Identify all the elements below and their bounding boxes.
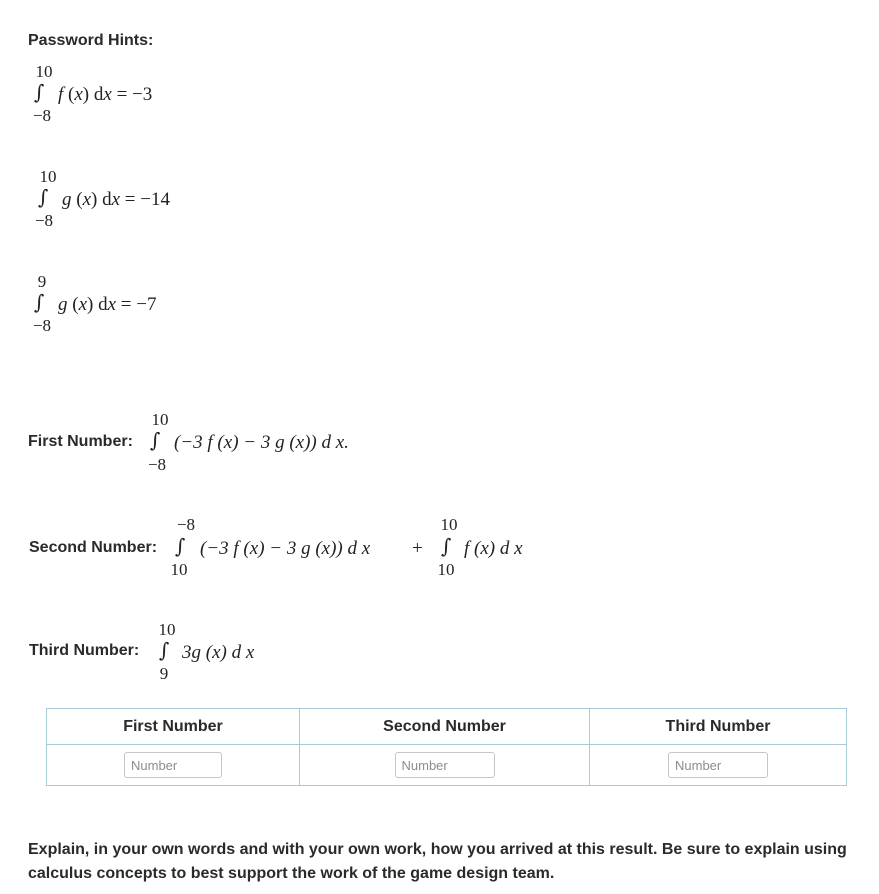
integral-sign-icon: ∫ [441, 534, 452, 558]
second-number-term2-integrand: f (x) d x [464, 538, 523, 559]
plus-sign: + [412, 538, 423, 559]
hint-1-integrand: f (x) dx = −3 [58, 84, 153, 105]
integral-sign-icon: ∫ [175, 534, 186, 558]
second-number-term1-lower-limit: 10 [170, 560, 188, 579]
first-number-header: First Number [47, 709, 300, 745]
hint-2-upper-limit: 10 [39, 167, 57, 186]
hint-2-integrand: g (x) dx = −14 [62, 189, 170, 210]
answer-table-header-row [47, 709, 847, 745]
first-number-upper-limit: 10 [151, 410, 169, 429]
third-number-lower-limit: 9 [159, 664, 169, 683]
first-number-lower-limit: −8 [147, 455, 167, 474]
first-number-label: First Number: [28, 433, 133, 450]
third-number-cell [590, 745, 847, 786]
second-number-term2-upper-limit: 10 [440, 515, 458, 534]
hint-1-upper-limit: 10 [35, 62, 53, 81]
integral-sign-icon: ∫ [38, 185, 49, 209]
explain-prompt: Explain, in your own words and with your own work, how you arrived at this result. Be sure to explain using calculus concepts to best support the work of the game design team. [28, 841, 847, 882]
third-number-upper-limit: 10 [158, 620, 176, 639]
hint-1-lower-limit: −8 [32, 106, 52, 125]
second-number-header: Second Number [300, 709, 590, 745]
first-number-input[interactable] [124, 752, 222, 778]
integral-sign-icon: ∫ [34, 290, 45, 314]
second-number-label: Second Number: [29, 539, 158, 556]
answer-table [46, 708, 847, 786]
first-number-integrand: (−3 f (x) − 3 g (x)) d x. [174, 432, 349, 453]
third-number-input[interactable] [668, 752, 768, 778]
hint-2-lower-limit: −8 [34, 211, 54, 230]
hint-3-integrand: g (x) dx = −7 [58, 294, 157, 315]
third-number-integrand: 3g (x) d x [182, 642, 255, 663]
second-number-cell [300, 745, 590, 786]
second-number-term2-lower-limit: 10 [437, 560, 455, 579]
first-number-cell [47, 745, 300, 786]
third-number-header: Third Number [590, 709, 847, 745]
hint-3-lower-limit: −8 [32, 316, 52, 335]
integral-sign-icon: ∫ [150, 428, 161, 452]
second-number-term1-upper-limit: −8 [176, 515, 196, 534]
hint-3-upper-limit: 9 [37, 272, 47, 291]
password-hints-heading: Password Hints: [28, 32, 154, 49]
third-number-label: Third Number: [29, 642, 140, 659]
second-number-term1-integrand: (−3 f (x) − 3 g (x)) d x [200, 538, 371, 559]
answer-table-input-row [47, 745, 847, 786]
integral-sign-icon: ∫ [159, 638, 170, 662]
second-number-input[interactable] [395, 752, 495, 778]
integral-sign-icon: ∫ [34, 80, 45, 104]
